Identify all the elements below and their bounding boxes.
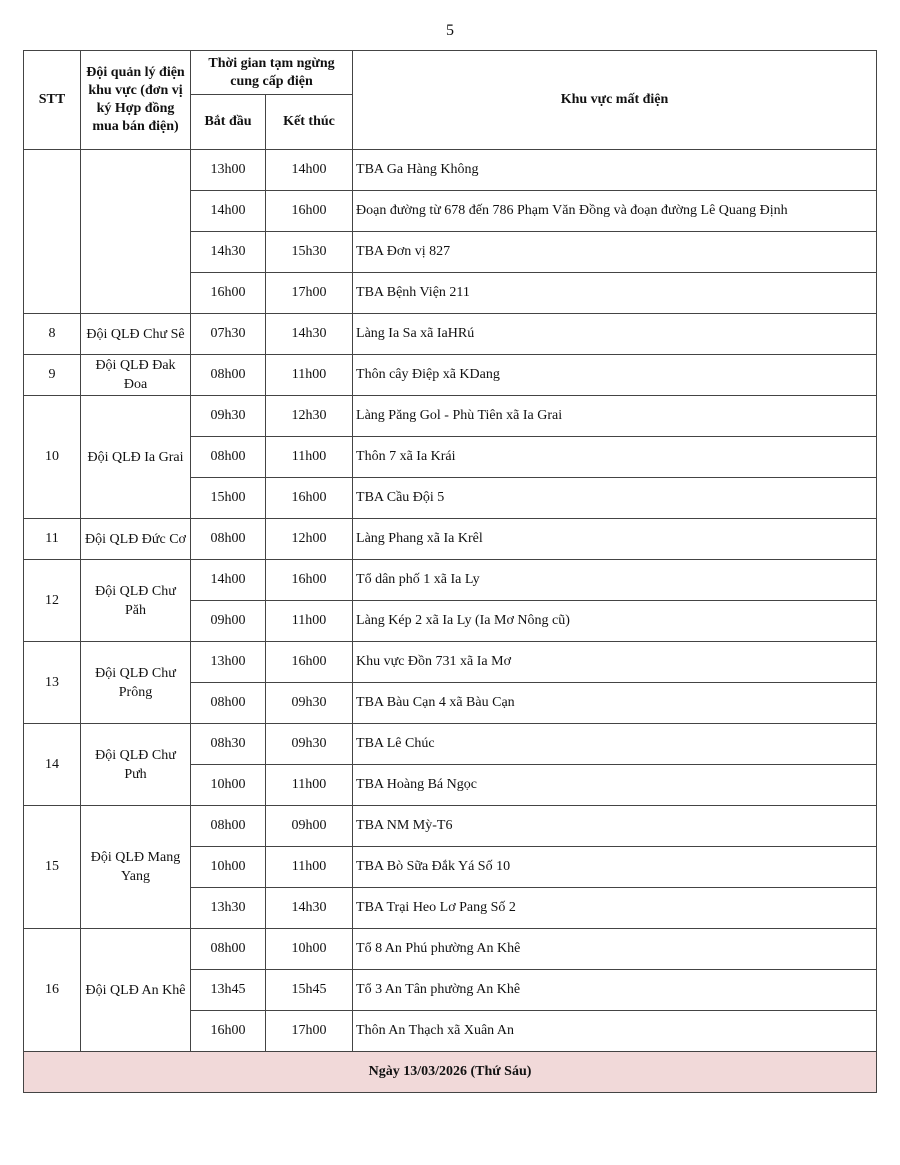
stt-cell: 13 (24, 642, 81, 724)
start-time-cell: 08h00 (191, 437, 266, 478)
area-cell: TBA NM Mỳ-T6 (353, 806, 877, 847)
start-time-cell: 13h45 (191, 970, 266, 1011)
start-time-cell: 08h30 (191, 724, 266, 765)
start-time-cell: 13h30 (191, 888, 266, 929)
start-time-cell: 13h00 (191, 150, 266, 191)
end-time-cell: 11h00 (266, 601, 353, 642)
area-cell: TBA Ga Hàng Không (353, 150, 877, 191)
area-cell: Làng Ia Sa xã IaHRú (353, 314, 877, 355)
table-row (24, 396, 877, 437)
area-cell: Đoạn đường từ 678 đến 786 Phạm Văn Đồng và đoạn đường Lê Quang Định (353, 191, 877, 232)
date-section-header: Ngày 13/03/2026 (Thứ Sáu) (24, 1052, 877, 1093)
start-time-cell: 16h00 (191, 273, 266, 314)
area-cell: TBA Bàu Cạn 4 xã Bàu Cạn (353, 683, 877, 724)
start-time-cell: 07h30 (191, 314, 266, 355)
team-cell: Đội QLĐ Đak Đoa (81, 355, 191, 396)
area-cell: TBA Đơn vị 827 (353, 232, 877, 273)
end-time-cell: 16h00 (266, 478, 353, 519)
end-time-cell: 17h00 (266, 273, 353, 314)
team-cell: Đội QLĐ Đức Cơ (81, 519, 191, 560)
table-row (24, 724, 877, 765)
end-time-cell: 11h00 (266, 437, 353, 478)
area-cell: TBA Bò Sữa Đắk Yá Số 10 (353, 847, 877, 888)
end-time-cell: 11h00 (266, 847, 353, 888)
end-time-cell: 11h00 (266, 765, 353, 806)
end-time-cell: 09h30 (266, 724, 353, 765)
area-cell: Làng Kép 2 xã Ia Ly (Ia Mơ Nông cũ) (353, 601, 877, 642)
area-cell: TBA Lê Chúc (353, 724, 877, 765)
area-cell: Tổ dân phố 1 xã Ia Ly (353, 560, 877, 601)
start-time-cell: 14h30 (191, 232, 266, 273)
table-row (24, 929, 877, 970)
team-cell: Đội QLĐ Chư Păh (81, 560, 191, 642)
stt-cell: 15 (24, 806, 81, 929)
start-time-cell: 09h00 (191, 601, 266, 642)
stt-cell (24, 150, 81, 314)
start-time-cell: 10h00 (191, 847, 266, 888)
area-cell: TBA Hoàng Bá Ngọc (353, 765, 877, 806)
end-time-cell: 12h00 (266, 519, 353, 560)
start-time-cell: 08h00 (191, 929, 266, 970)
area-cell: Thôn 7 xã Ia Krái (353, 437, 877, 478)
team-cell: Đội QLĐ Chư Prông (81, 642, 191, 724)
end-time-cell: 10h00 (266, 929, 353, 970)
header-end: Kết thúc (266, 95, 353, 150)
end-time-cell: 15h30 (266, 232, 353, 273)
team-cell: Đội QLĐ An Khê (81, 929, 191, 1052)
end-time-cell: 12h30 (266, 396, 353, 437)
team-cell: Đội QLĐ Mang Yang (81, 806, 191, 929)
area-cell: Làng Păng Gol - Phù Tiên xã Ia Grai (353, 396, 877, 437)
table-row (24, 642, 877, 683)
end-time-cell: 14h30 (266, 314, 353, 355)
start-time-cell: 10h00 (191, 765, 266, 806)
start-time-cell: 14h00 (191, 191, 266, 232)
end-time-cell: 14h30 (266, 888, 353, 929)
start-time-cell: 13h00 (191, 642, 266, 683)
area-cell: TBA Trại Heo Lơ Pang Số 2 (353, 888, 877, 929)
end-time-cell: 15h45 (266, 970, 353, 1011)
header-start: Bắt đầu (191, 95, 266, 150)
end-time-cell: 16h00 (266, 560, 353, 601)
area-cell: Thôn cây Điệp xã KDang (353, 355, 877, 396)
area-cell: TBA Bệnh Viện 211 (353, 273, 877, 314)
header-stt: STT (24, 51, 81, 150)
header-time-group: Thời gian tạm ngừng cung cấp điện (191, 51, 353, 95)
power-outage-table (23, 50, 877, 1093)
area-cell: Thôn An Thạch xã Xuân An (353, 1011, 877, 1052)
end-time-cell: 17h00 (266, 1011, 353, 1052)
area-cell: Tổ 8 An Phú phường An Khê (353, 929, 877, 970)
end-time-cell: 11h00 (266, 355, 353, 396)
page-number: 5 (446, 22, 454, 39)
table-row (24, 560, 877, 601)
stt-cell: 10 (24, 396, 81, 519)
start-time-cell: 08h00 (191, 355, 266, 396)
team-cell: Đội QLĐ Ia Grai (81, 396, 191, 519)
area-cell: TBA Cầu Đội 5 (353, 478, 877, 519)
area-cell: Khu vực Đồn 731 xã Ia Mơ (353, 642, 877, 683)
team-cell: Đội QLĐ Chư Pưh (81, 724, 191, 806)
start-time-cell: 14h00 (191, 560, 266, 601)
header-team: Đội quản lý điện khu vực (đơn vị ký Hợp đồng mua bán điện) (81, 51, 191, 150)
stt-cell: 11 (24, 519, 81, 560)
start-time-cell: 16h00 (191, 1011, 266, 1052)
end-time-cell: 16h00 (266, 191, 353, 232)
table-row (24, 150, 877, 191)
team-cell (81, 150, 191, 314)
stt-cell: 9 (24, 355, 81, 396)
table-row (24, 806, 877, 847)
area-cell: Làng Phang xã Ia Krêl (353, 519, 877, 560)
team-cell: Đội QLĐ Chư Sê (81, 314, 191, 355)
start-time-cell: 09h30 (191, 396, 266, 437)
area-cell: Tổ 3 An Tân phường An Khê (353, 970, 877, 1011)
stt-cell: 12 (24, 560, 81, 642)
end-time-cell: 09h00 (266, 806, 353, 847)
end-time-cell: 14h00 (266, 150, 353, 191)
start-time-cell: 08h00 (191, 806, 266, 847)
table-row (24, 519, 877, 560)
header-area: Khu vực mất điện (353, 51, 877, 150)
stt-cell: 14 (24, 724, 81, 806)
end-time-cell: 16h00 (266, 642, 353, 683)
stt-cell: 8 (24, 314, 81, 355)
end-time-cell: 09h30 (266, 683, 353, 724)
stt-cell: 16 (24, 929, 81, 1052)
table-row (24, 314, 877, 355)
start-time-cell: 08h00 (191, 683, 266, 724)
start-time-cell: 15h00 (191, 478, 266, 519)
table-row (24, 355, 877, 396)
start-time-cell: 08h00 (191, 519, 266, 560)
